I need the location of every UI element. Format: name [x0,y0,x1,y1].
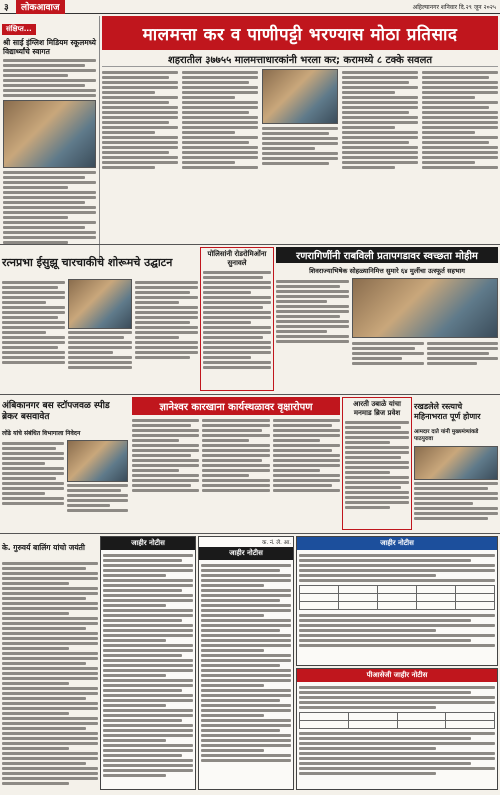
gurav-body [2,560,98,790]
lead-column [262,69,338,241]
gurav-headline: के. गुरुवर्य बालिंग यांचो जयंती [2,542,85,552]
bus-stop-photo [67,440,129,482]
lead-headline: मालमत्ता कर व पाणीपट्टी भरण्यास मोठा प्रतिसाद [102,16,498,50]
tender-notice-title: जाहीर नोटीस [297,537,497,550]
cleanliness-photo [352,278,498,338]
arti-box [342,397,412,530]
notice-ref: क. नं. ले. आ. [262,540,291,546]
showroom-body [2,279,198,391]
roads-photo [414,446,498,480]
bus-stop-body [2,440,128,530]
roads-body [414,446,498,530]
public-notice-title: जाहीर नोटीस [101,537,195,550]
roads-subhead: आमदार दाते यांनी मुख्यमंत्र्यांकडे पाठपुरावा [414,429,479,442]
red-notice [296,668,498,790]
bus-stop-headline: अंबिकानगर बस स्टॉपजवळ स्पीड ब्रेकर बसवावेत [2,401,110,422]
public-notice-2-title: जाहीर नोटीस [199,547,293,560]
brief-photo [3,100,96,168]
cleanliness-subhead: शिवराज्याभिषेक सोहळ्यानिमित्त सुमारे ६४ मुलींचा उत्स्फूर्त सहभाग [309,266,465,275]
lead-photo [262,69,338,124]
red-notice-title: पीआसेजी जाहीर नोटीस [297,669,497,682]
police-box [200,247,274,391]
cleanliness-body [276,278,498,391]
gyaneshwar-body [132,417,340,530]
newspaper-brand: लोकआवाज [16,0,65,14]
tender-notice [296,536,498,666]
dateline: अहिल्यानगर शनिवार दि.२९ जून २०२५ [412,3,496,11]
brief-headline: श्री साई इंग्लिश मिडियम स्कूलमध्ये विद्यार्थ्यांचे स्वागत [3,38,96,56]
tender-table [299,585,495,610]
arti-tag: आरती उबाळे यांचा मनमाड ब्रिज प्रवेश [353,400,401,417]
brief-text [0,59,99,97]
brief-column [0,16,100,261]
showroom-headline: रत्नप्रभा ईसुझू चारचाकीचे शोरूमचे उद्घाटन [2,255,173,269]
cleanliness-headline: रणरागिणींनी राबविली प्रतापगडावर स्वच्छता मोहीम [276,247,498,263]
lead-column [342,69,418,241]
showroom-photo [68,279,131,329]
brief-tag: संक्षिप्त... [2,24,36,35]
public-notice-2 [198,536,294,790]
gyaneshwar-headline: ज्ञानेश्वर कारखाना कार्यस्थळावर वृक्षारोपण [132,397,340,415]
red-notice-table [299,712,495,729]
roads-headline: रखडलेले रस्त्याचे महिनाभरात पूर्ण होणार [414,402,481,421]
lead-story-body [102,69,498,241]
lead-column [182,69,258,241]
brief-text-2 [0,171,99,244]
lead-subhead: शहरातील ३७७५५ मालमत्ताधारकांनी भरला कर; करामध्ये ८ टक्के सवलत [102,51,498,67]
lead-column [102,69,178,241]
public-notice-1 [100,536,196,790]
bus-stop-subhead: लोंढे यांचे संबंधित विभागाला निवेदन [2,430,81,437]
page-number: ३ [4,3,9,13]
masthead [0,0,500,14]
police-tag: पोलिसांनी रोडरोमिओंना सुनावले [207,250,267,267]
lead-column [422,69,498,241]
